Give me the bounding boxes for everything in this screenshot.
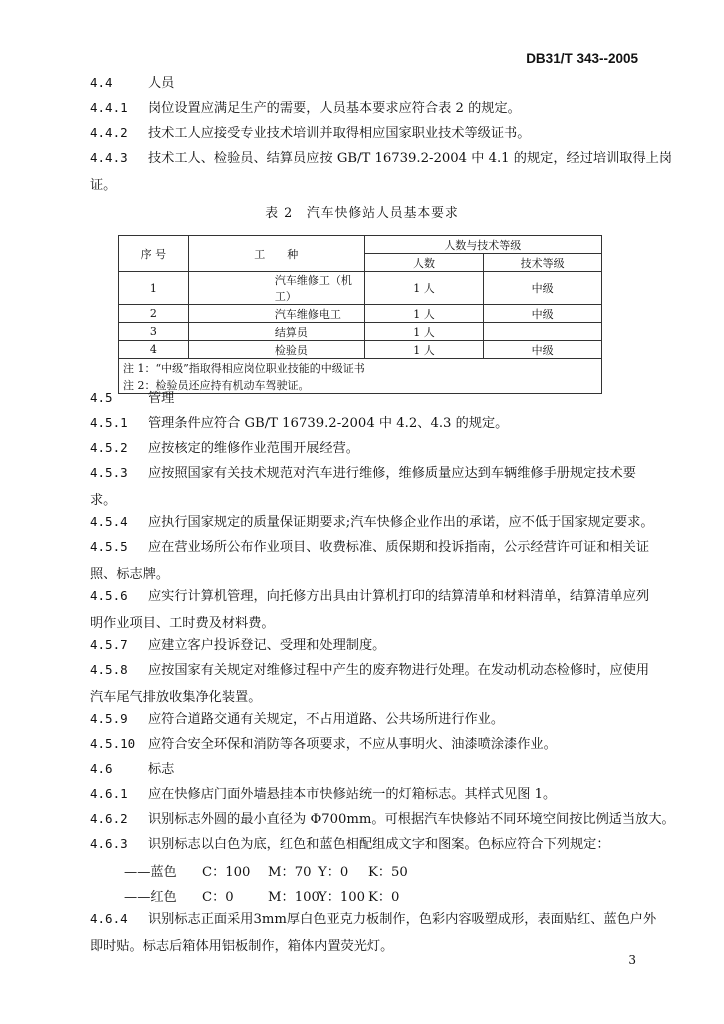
clause-4-6 [90, 761, 174, 778]
clause-text: 管理 [148, 391, 175, 406]
header-count: 人数 [364, 254, 484, 272]
clause-4-5-6-continuation: 明作业项目、工时费及材料费。 [90, 616, 275, 631]
clause-number: 4.6 [90, 761, 113, 776]
table-row [119, 323, 602, 341]
cell-count: 1 人 [364, 272, 484, 305]
header-type: 工 种 [188, 236, 364, 272]
clause-4-6-4-continuation: 即时贴。标志后箱体用铝板制作，箱体内置荧光灯。 [90, 939, 394, 954]
clause-text: 识别标志正面采用3mm厚白色亚克力板制作，色彩内容吸塑成形，表面贴红、蓝色户外 [148, 912, 657, 927]
clause-4-5-8 [90, 662, 649, 679]
table-row [119, 272, 602, 305]
color-c: C：100 [202, 865, 251, 880]
clause-text: 岗位设置应满足生产的需要，人员基本要求应符合表 2 的规定。 [148, 101, 521, 116]
table-caption: 表 2 汽车快修站人员基本要求 [265, 206, 459, 221]
clause-number: 4.5.4 [90, 514, 128, 529]
document-code: DB31/T 343--2005 [526, 51, 638, 66]
cell-level: 中级 [484, 341, 602, 359]
clause-4-6-4 [90, 911, 656, 928]
table-note-1: 注 1：“中级”指取得相应岗位职业技能的中级证书 [119, 359, 602, 377]
clause-4-6-2 [90, 811, 675, 828]
clause-number: 4.4 [90, 75, 113, 90]
clause-4-5-4 [90, 514, 654, 531]
clause-text: 应建立客户投诉登记、受理和处理制度。 [148, 638, 386, 653]
clause-number: 4.5.2 [90, 440, 128, 455]
clause-4-6-1 [90, 786, 556, 803]
clause-4-5-9 [90, 711, 504, 728]
clause-number: 4.5.7 [90, 637, 128, 652]
cell-count: 1 人 [364, 305, 484, 323]
clause-number: 4.4.1 [90, 100, 128, 115]
header-level: 技术等级 [484, 254, 602, 272]
clause-text: 应符合安全环保和消防等各项要求，不应从事明火、油漆喷涂漆作业。 [148, 737, 557, 752]
color-m: M：100 [268, 890, 320, 905]
clause-text: 技术工人应接受专业技术培训并取得相应国家职业技术等级证书。 [148, 126, 531, 141]
clause-text: 应按核定的维修作业范围开展经营。 [148, 441, 359, 456]
header-seq: 序 号 [119, 236, 189, 272]
clause-number: 4.4.3 [90, 150, 128, 165]
table-row [119, 341, 602, 359]
clause-4-5-7 [90, 637, 385, 654]
header-group: 人数与技术等级 [364, 236, 601, 254]
clause-text: 应按国家有关规定对维修过程中产生的废弃物进行处理。在发动机动态检修时，应使用 [148, 663, 650, 678]
clause-number: 4.6.3 [90, 836, 128, 851]
clause-4-5-3-continuation: 求。 [90, 493, 117, 508]
clause-4-4 [90, 75, 174, 92]
clause-text: 识别标志以白色为底，红色和蓝色相配组成文字和图案。色标应符合下列规定： [148, 837, 610, 852]
cell-type: 汽车维修电工 [188, 305, 364, 323]
cell-level: 中级 [484, 272, 602, 305]
clause-text: 应按照国家有关技术规范对汽车进行维修，维修质量应达到车辆维修手册规定技术要 [148, 466, 636, 481]
clause-number: 4.5 [90, 390, 113, 405]
clause-number: 4.5.10 [90, 736, 136, 751]
table-row [119, 305, 602, 323]
color-k: K：0 [368, 890, 400, 905]
clause-number: 4.4.2 [90, 125, 128, 140]
color-name: ——红色 [124, 890, 177, 905]
cell-seq: 4 [119, 341, 189, 359]
clause-4-5-6 [90, 588, 649, 605]
clause-number: 4.5.5 [90, 539, 128, 554]
cell-seq: 2 [119, 305, 189, 323]
clause-4-5 [90, 390, 174, 407]
page-number: 3 [628, 953, 636, 967]
clause-text: 应符合道路交通有关规定，不占用道路、公共场所进行作业。 [148, 712, 505, 727]
clause-number: 4.5.9 [90, 711, 128, 726]
cell-seq: 1 [119, 272, 189, 305]
color-name: ——蓝色 [124, 865, 177, 880]
clause-4-5-5 [90, 539, 649, 556]
clause-text: 标志 [148, 762, 175, 777]
clause-4-4-3-continuation: 证。 [90, 178, 117, 193]
table-note-2: 注 2：检验员还应持有机动车驾驶证。 [119, 376, 602, 394]
clause-text: 应实行计算机管理，向托修方出具由计算机打印的结算清单和材料清单，结算清单应列 [148, 589, 650, 604]
cell-level [484, 323, 602, 341]
clause-number: 4.6.4 [90, 911, 128, 926]
clause-text: 人员 [148, 76, 175, 91]
color-y: Y：0 [318, 865, 349, 880]
clause-number: 4.5.3 [90, 465, 128, 480]
clause-text: 识别标志外圆的最小直径为 Φ700mm。可根据汽车快修站不同环境空间按比例适当放大。 [148, 812, 675, 827]
clause-4-5-3 [90, 465, 636, 482]
clause-text: 应在快修店门面外墙悬挂本市快修站统一的灯箱标志。其样式见图 1。 [148, 787, 557, 802]
cell-seq: 3 [119, 323, 189, 341]
clause-4-5-2 [90, 440, 359, 457]
clause-4-5-10 [90, 736, 557, 753]
color-y: Y：100 [318, 890, 366, 905]
cell-level: 中级 [484, 305, 602, 323]
clause-4-4-2 [90, 125, 530, 142]
cell-type: 汽车维修工（机工） [188, 272, 364, 305]
clause-4-5-1 [90, 415, 508, 432]
cell-type: 结算员 [188, 323, 364, 341]
cell-type: 检验员 [188, 341, 364, 359]
clause-number: 4.5.8 [90, 662, 128, 677]
clause-4-4-3 [90, 150, 672, 167]
clause-4-5-5-continuation: 照、标志牌。 [90, 567, 170, 582]
clause-4-4-1 [90, 100, 521, 117]
cell-count: 1 人 [364, 323, 484, 341]
clause-text: 技术工人、检验员、结算员应按 GB/T 16739.2-2004 中 4.1 的规定，经过培训取得上岗 [148, 151, 673, 166]
cell-count: 1 人 [364, 341, 484, 359]
clause-text: 管理条件应符合 GB/T 16739.2-2004 中 4.2、4.3 的规定。 [148, 416, 509, 431]
clause-text: 应执行国家规定的质量保证期要求;汽车快修企业作出的承诺，应不低于国家规定要求。 [148, 515, 654, 530]
clause-number: 4.6.2 [90, 811, 128, 826]
staff-requirements-table [118, 235, 602, 394]
clause-text: 应在营业场所公布作业项目、收费标准、质保期和投诉指南，公示经营许可证和相关证 [148, 540, 650, 555]
color-c: C：0 [202, 890, 234, 905]
clause-number: 4.5.1 [90, 415, 128, 430]
clause-4-5-8-continuation: 汽车尾气排放收集净化装置。 [90, 690, 262, 705]
clause-number: 4.5.6 [90, 588, 128, 603]
clause-number: 4.6.1 [90, 786, 128, 801]
color-m: M：70 [268, 865, 312, 880]
color-k: K：50 [368, 865, 408, 880]
clause-4-6-3 [90, 836, 610, 853]
